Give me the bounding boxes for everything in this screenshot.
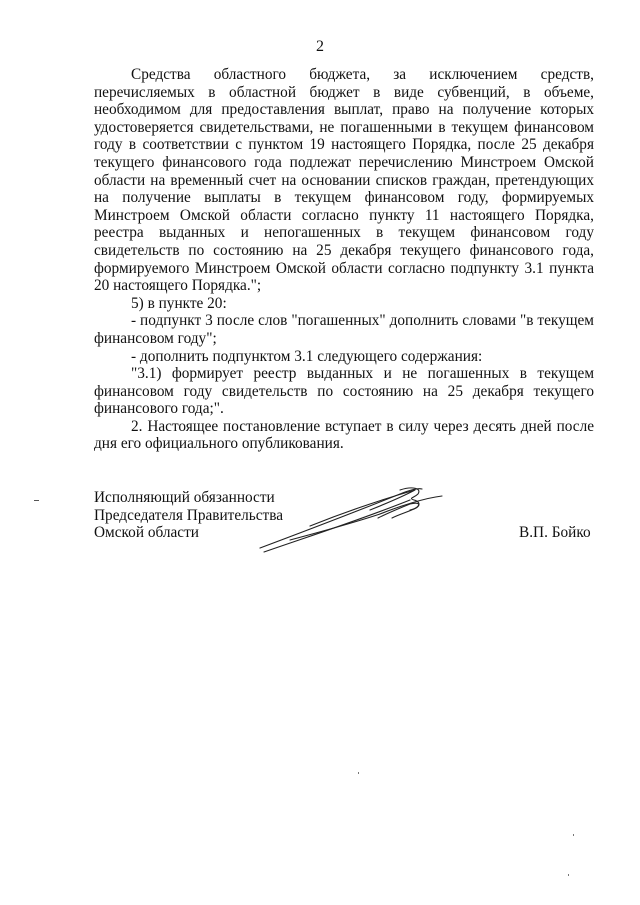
signatory-name: В.П. Бойко xyxy=(519,524,591,541)
scan-speck xyxy=(568,874,569,876)
signatory-position-line: Исполняющий обязанности xyxy=(94,489,275,506)
document-body xyxy=(94,66,594,453)
paragraph-funds-transfer: Средства областного бюджета, за исключением средств, перечисляемых в областной бюджет в виде субвенций, в объеме, необходимом для предоставления выплат, право на получение которых удостоверяется свидетельствами, не погашенными в текущем финансовом году в соответствии с пунктом 19 настоящего Порядка, после 25 декабря текущего финансового года подлежат перечислению Минстроем Омской области на временный счет на основании списков граждан, претендующих на получение выплаты в текущем финансовом году, формируемых Минстроем Омской области согласно пункту 11 настоящего Порядка, реестра выданных и непогашенных в текущем финансовом году свидетельств по состоянию на 25 декабря текущего финансового года, формируемого Минстроем Омской области согласно подпункту 3.1 пункта 20 настоящего Порядка."; xyxy=(94,66,594,295)
paragraph-subitem-3-amendment: - подпункт 3 после слов "погашенных" дополнить словами "в текущем финансовом году"; xyxy=(94,312,594,347)
signatory-position-line: Омской области xyxy=(94,524,199,542)
signatory-position-line: Председателя Правительства xyxy=(94,506,284,524)
paragraph-item-5: 5) в пункте 20: xyxy=(131,294,227,312)
paragraph-effective-date: 2. Настоящее постановление вступает в силу через десять дней после дня его официального опубликования. xyxy=(94,417,594,453)
margin-mark xyxy=(34,500,39,501)
page-number: 2 xyxy=(316,38,324,55)
handwritten-signature xyxy=(250,478,450,558)
scan-speck xyxy=(358,772,359,774)
scan-speck xyxy=(573,834,574,836)
paragraph-subitem-3-1-text: "3.1) формирует реестр выданных и не погашенных в текущем финансовом году свидетельств по состоянию на 25 декабря текущего финансового года;". xyxy=(94,365,594,418)
paragraph-subitem-3-1-intro: - дополнить подпунктом 3.1 следующего содержания: xyxy=(131,347,483,365)
